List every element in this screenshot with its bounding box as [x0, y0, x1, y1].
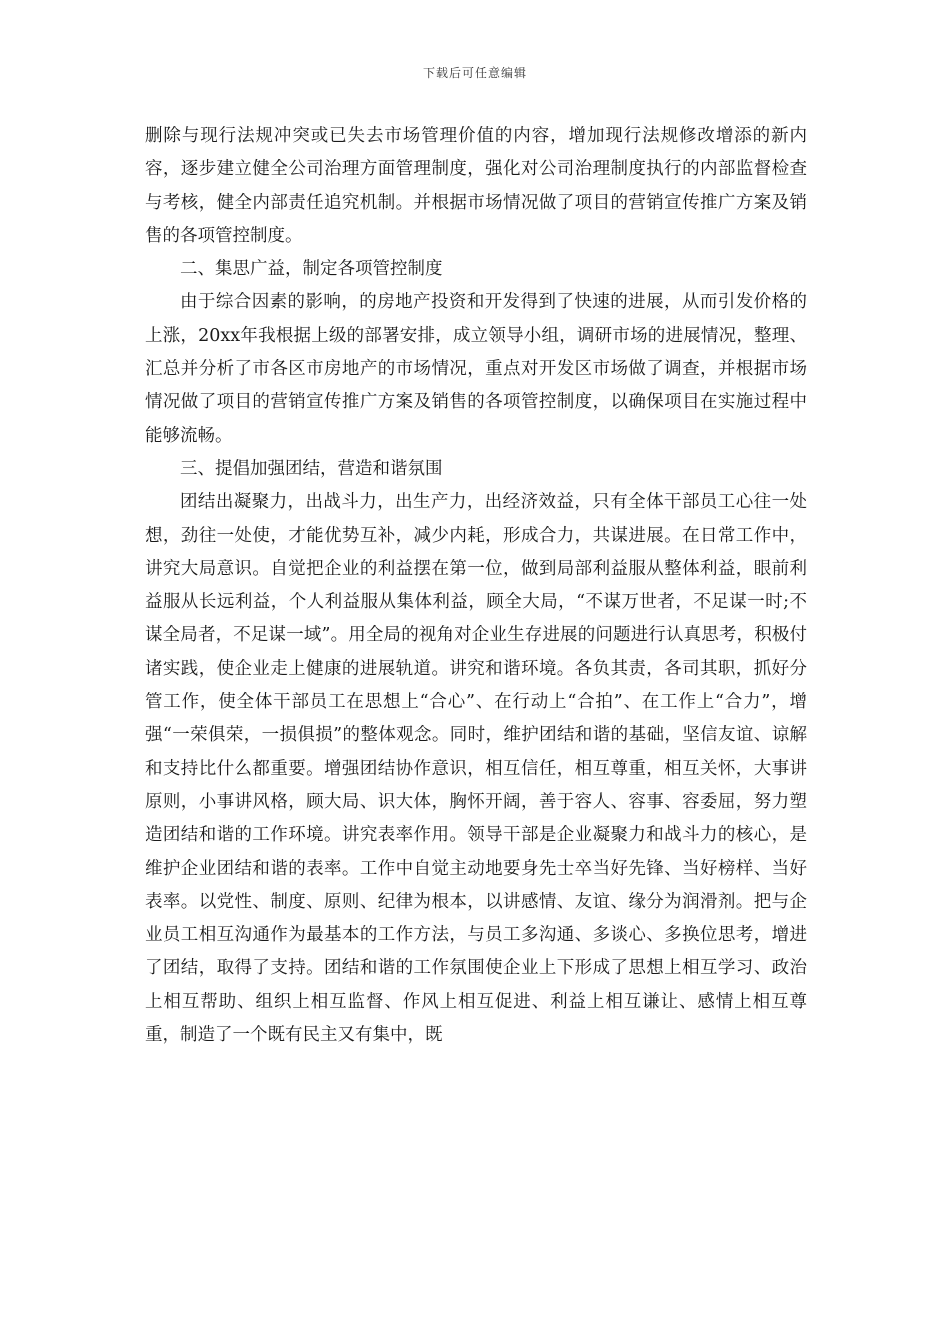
paragraph-2: 由于综合因素的影响，的房地产投资和开发得到了快速的进展，从而引发价格的上涨，20xx年我根据上级的部署安排，成立领导小组，调研市场的进展情况，整理、汇总并分析了市各区市房地产的市场情况，重点对开发区市场做了调查，并根据市场情况做了项目的营销宣传推广方案及销售的各项管控制度，以确保项目在实施过程中能够流畅。: [145, 292, 807, 446]
section-heading-2: 二、集思广益，制定各项管控制度: [180, 259, 443, 280]
paragraph-3: 团结出凝聚力，出战斗力，出生产力，出经济效益，只有全体干部员工心往一处想，劲往一处使，才能优势互补，减少内耗，形成合力，共谋进展。在日常工作中，讲究大局意识。自觉把企业的利益摆在第一位，做到局部利益服从整体利益，眼前利益服从长远利益，个人利益服从集体利益，顾全大局，“不谋万世者，不足谋一时;不谋全局者，不足谋一域”。用全局的视角对企业生存进展的问题进行认真思考，积极付诸实践，使企业走上健康的进展轨道。讲究和谐环境。各负其责，各司其职，抓好分管工作，使全体干部员工在思想上“合心”、在行动上“合拍”、在工作上“合力”，增强“一荣俱荣，一损俱损”的整体观念。同时，维护团结和谐的基础，坚信友谊、谅解和支持比什么都重要。增强团结协作意识，相互信任，相互尊重，相互关怀，大事讲原则，小事讲风格，顾大局、识大体，胸怀开阔，善于容人、容事、容委屈，努力塑造团结和谐的工作环境。讲究表率作用。领导干部是企业凝聚力和战斗力的核心，是维护企业团结和谐的表率。工作中自觉主动地要身先士卒当好先锋、当好榜样、当好表率。以党性、制度、原则、纪律为根本，以讲感情、友谊、缘分为润滑剂。把与企业员工相互沟通作为最基本的工作方法，与员工多沟通、多谈心、多换位思考，增进了团结，取得了支持。团结和谐的工作氛围使企业上下形成了思想上相互学习、政治上相互帮助、组织上相互监督、作风上相互促进、利益上相互谦让、感情上相互尊重，制造了一个既有民主又有集中，既: [145, 492, 807, 1046]
section-heading-3: 三、提倡加强团结，营造和谐氛围: [180, 458, 443, 479]
paragraph-1: 删除与现行法规冲突或已失去市场管理价值的内容，增加现行法规修改增添的新内容，逐步建立健全公司治理方面管理制度，强化对公司治理制度执行的内部监督检查与考核，健全内部责任追究机制。并根据市场情况做了项目的营销宣传推广方案及销售的各项管控制度。: [145, 126, 807, 246]
document-body: [145, 120, 807, 1052]
page-header: 下载后可任意编辑: [422, 66, 527, 80]
